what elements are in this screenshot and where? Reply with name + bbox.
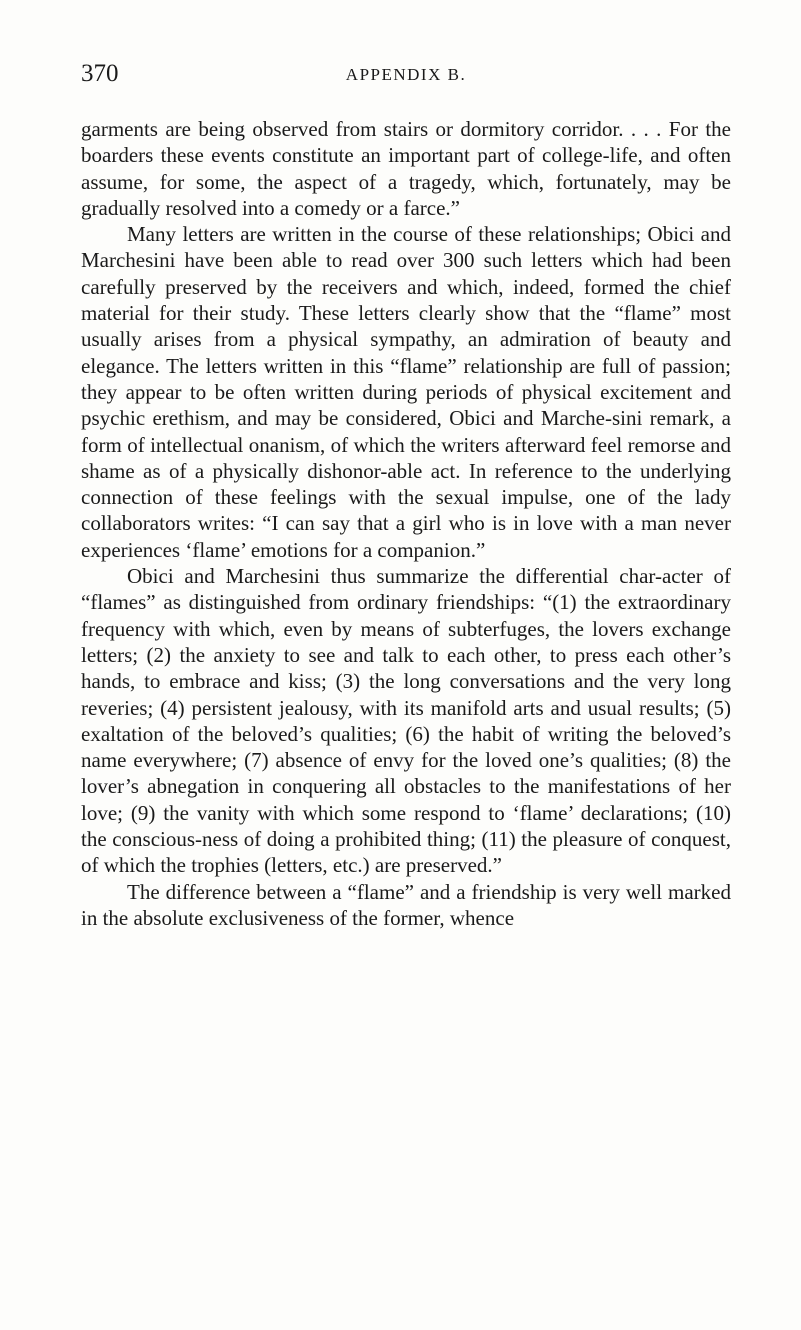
page-number: 370 [81, 60, 119, 87]
book-page [81, 60, 731, 931]
paragraph-2: Many letters are written in the course of these relationships; Obici and Marchesini have been able to read over 300 such letters which had been carefully preserved by the receivers and which, indeed, formed the chief material for their study. These letters clearly show that the “flame” most usually arises from a physical sympathy, an admiration of beauty and elegance. The letters written in this “flame” relationship are full of passion; they appear to be often written during periods of physical excitement and psychic erethism, and may be considered, Obici and Marche-sini remark, a form of intellectual onanism, of which the writers afterward feel remorse and shame as of a physically dishonor-able act. In reference to the underlying connection of these feelings with the sexual impulse, one of the lady collaborators writes: “I can say that a girl who is in love with a man never experiences ‘flame’ emotions for a companion.” [81, 222, 731, 562]
running-head: APPENDIX B. [345, 65, 467, 84]
paragraph-4: The difference between a “flame” and a friendship is very well marked in the absolute exclusiveness of the former, whence [81, 879, 731, 930]
paragraph-1: garments are being observed from stairs or dormitory corridor. . . . For the boarders these events constitute an important part of college-life, and often assume, for some, the aspect of a tragedy, which, fortunately, may be gradually resolved into a comedy or a farce.” [81, 117, 731, 220]
page-header [81, 60, 731, 96]
paragraph-3: Obici and Marchesini thus summarize the differential char-acter of “flames” as distinguished from ordinary friendships: “(1) the extraordinary frequency with which, even by means of subterfuges, the lovers exchange letters; (2) the anxiety to see and talk to each other, to press each other’s hands, to embrace and kiss; (3) the long conversations and the very long reveries; (4) persistent jealousy, with its manifold arts and usual results; (5) exaltation of the beloved’s qualities; (6) the habit of writing the beloved’s name everywhere; (7) absence of envy for the loved one’s qualities; (8) the lover’s abnegation in conquering all obstacles to the manifestations of her love; (9) the vanity with which some respond to ‘flame’ declarations; (10) the conscious-ness of doing a prohibited thing; (11) the pleasure of conquest, of which the trophies (letters, etc.) are preserved.” [81, 564, 731, 878]
body-text [81, 116, 731, 931]
